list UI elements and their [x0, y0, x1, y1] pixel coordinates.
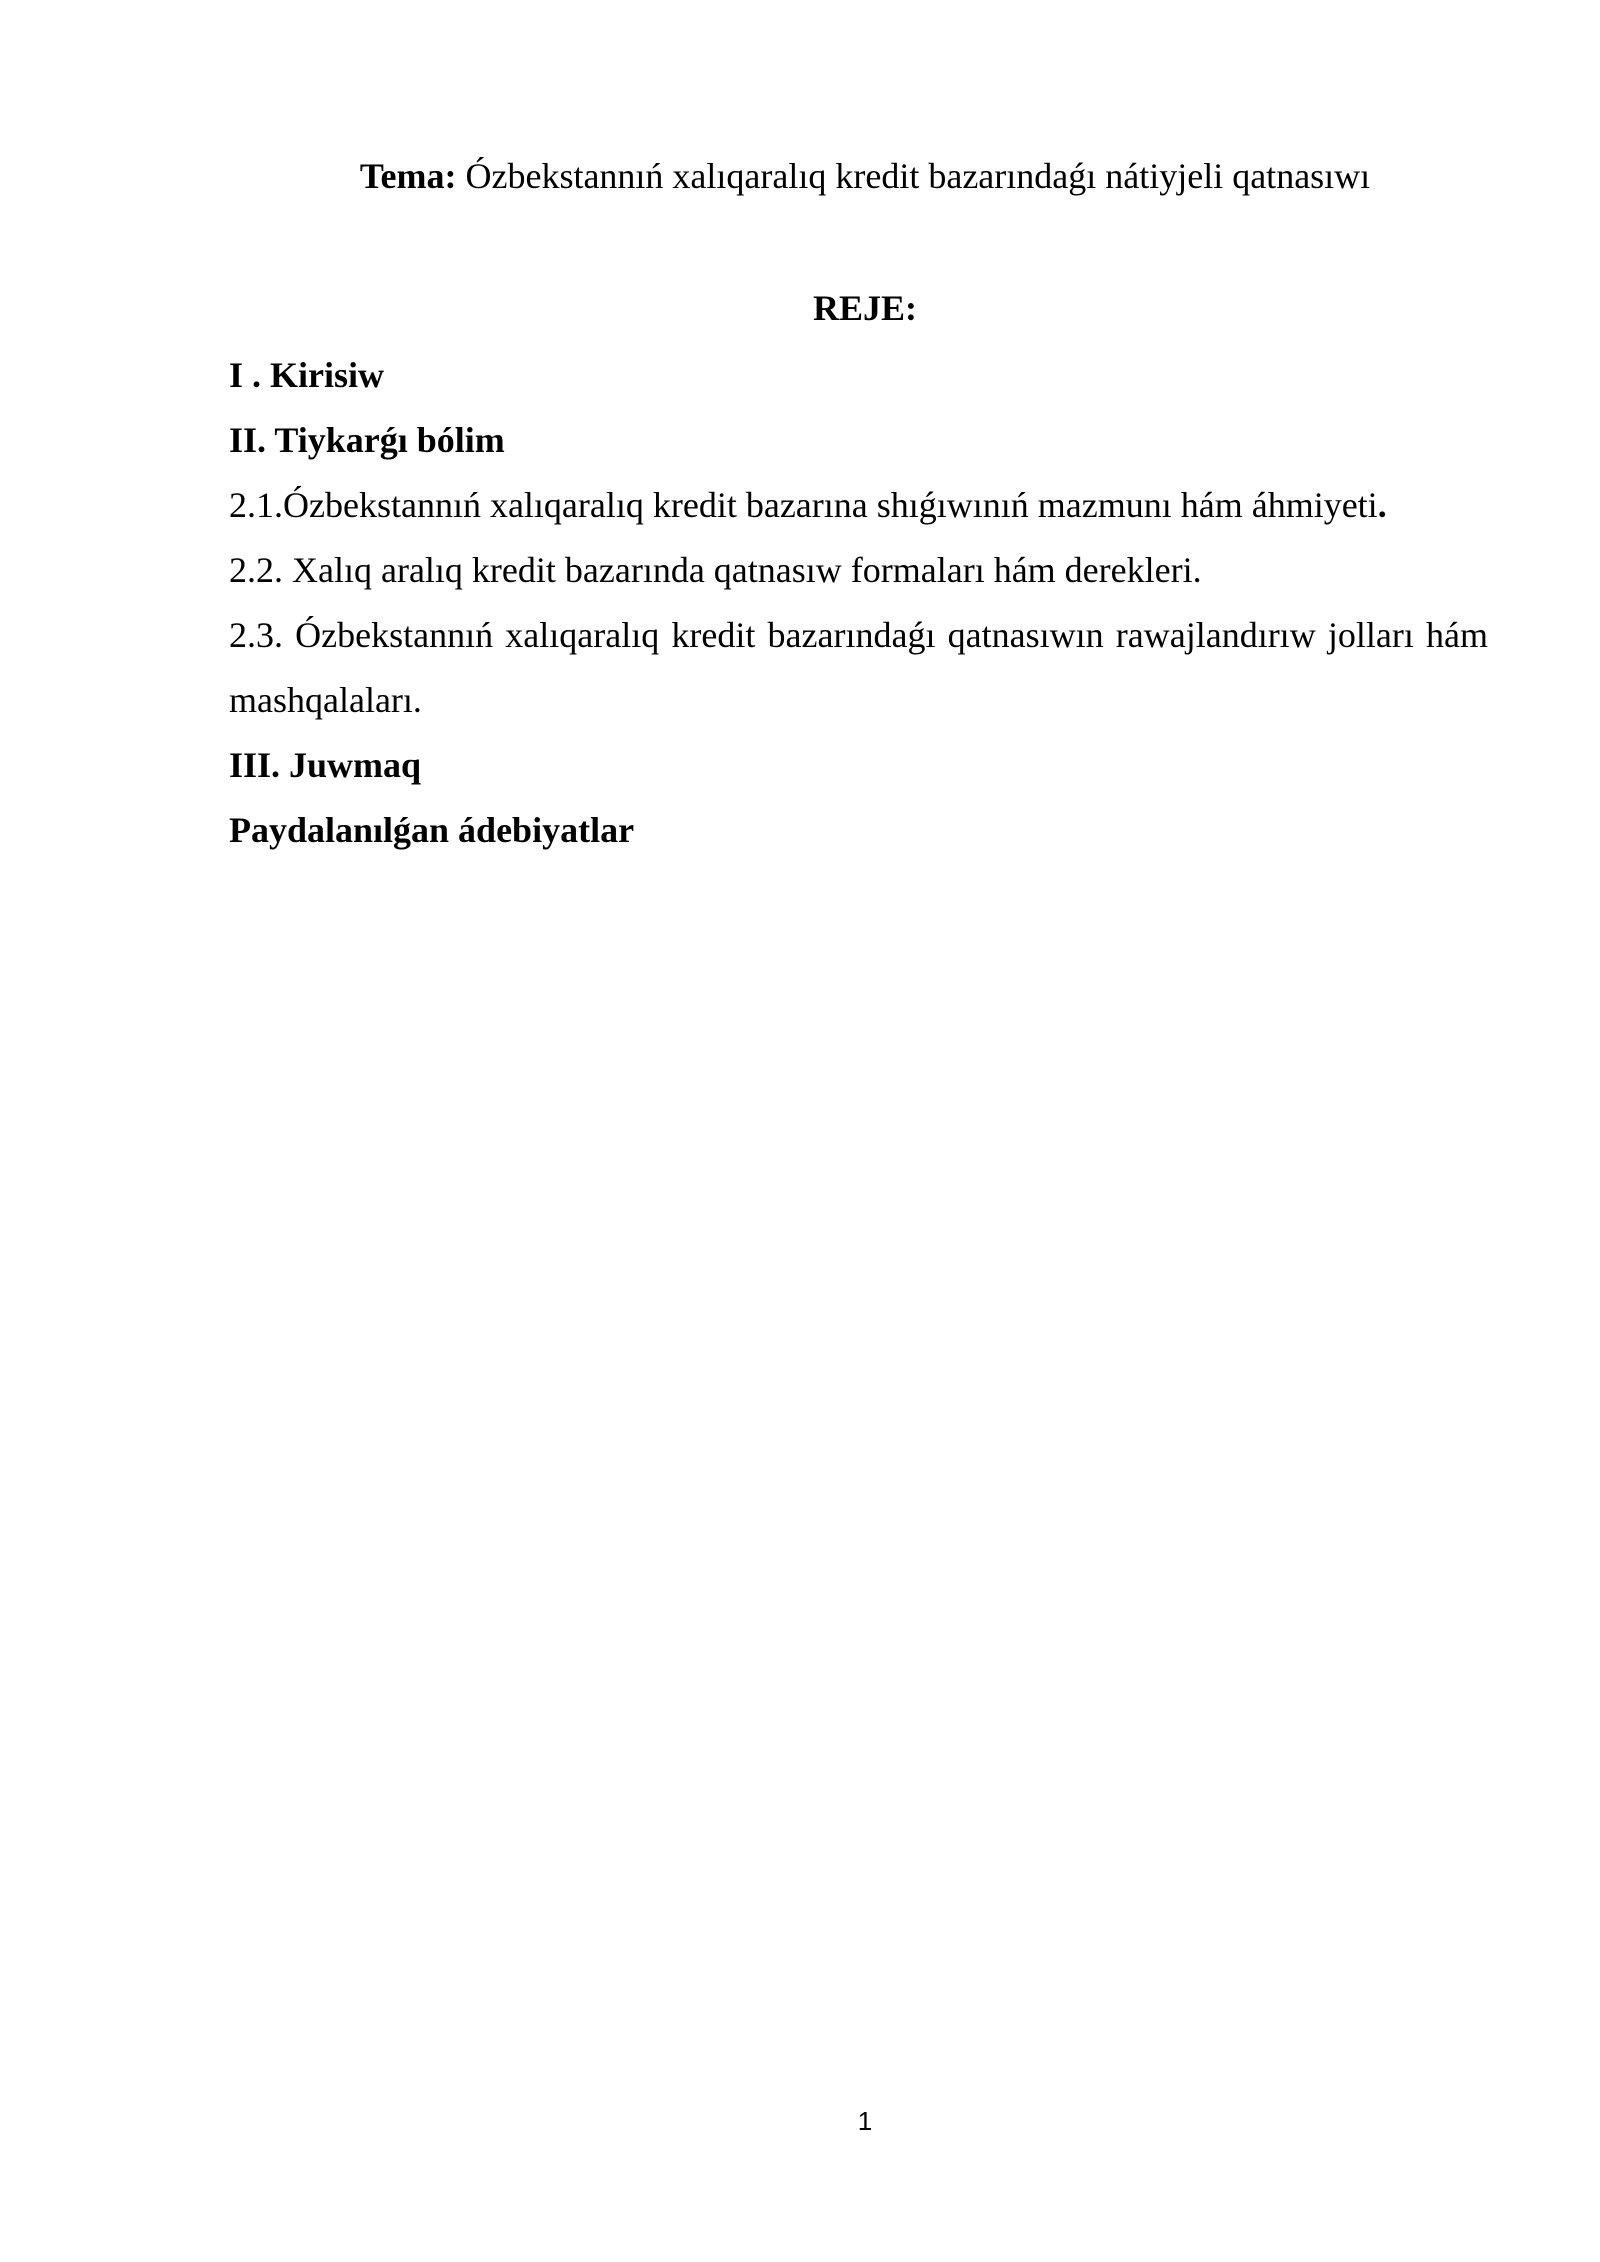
plan-item-2-2: 2.2. Xalıq aralıq kredit bazarında qatnasıw formaları hám derekleri.	[229, 550, 1202, 590]
plan-item-2-1-text: 2.1.Ózbekstannıń xalıqaralıq kredit bazarına shıǵıwınıń mazmunı hám áhmiyeti	[229, 485, 1378, 525]
plan-item-2-1	[229, 473, 1488, 538]
plan-item-2-3: 2.3. Ózbekstannıń xalıqaralıq kredit bazarındaǵı qatnasıwın rawajlandırıw jolları hám mashqalaları.	[229, 615, 1488, 720]
plan-item-introduction: I . Kirisiw	[229, 355, 385, 395]
plan-heading: REJE:	[812, 288, 917, 328]
plan-list	[229, 343, 1488, 863]
plan-item-references: Paydalanılǵan ádebiyatlar	[229, 810, 635, 850]
document-topic	[0, 148, 1600, 204]
plan-item-conclusion: III. Juwmaq	[229, 745, 422, 785]
plan-item-2-1-period: .	[1377, 485, 1387, 525]
topic-title: Ózbekstannıń xalıqaralıq kredit bazarındaǵı nátiyjeli qatnasıwı	[465, 156, 1371, 196]
topic-label: Tema:	[359, 156, 457, 196]
plan-item-main-part: II. Tiykarǵı bólim	[229, 420, 505, 460]
page-number: 1	[857, 2106, 873, 2136]
